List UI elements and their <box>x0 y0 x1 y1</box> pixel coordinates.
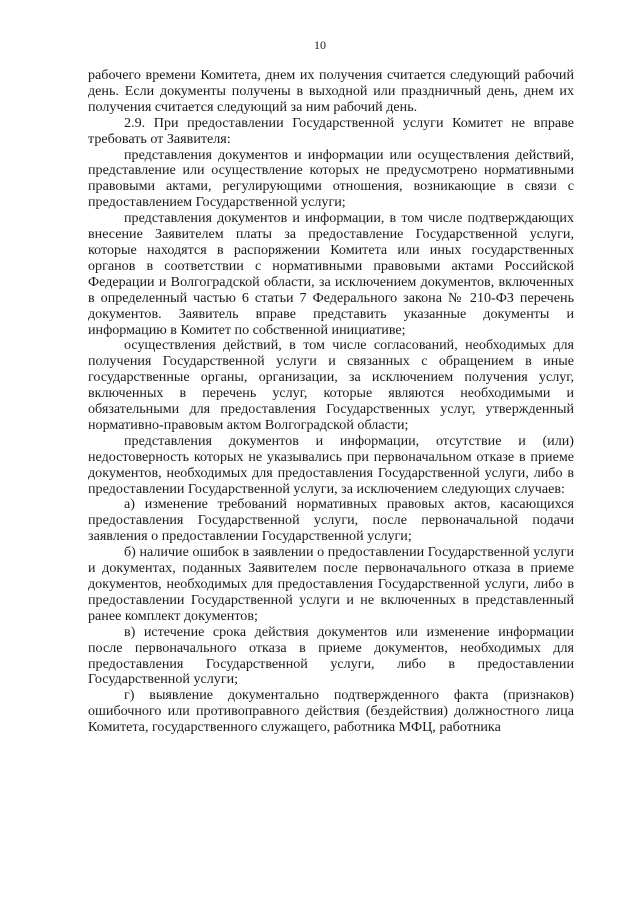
document-body <box>88 68 574 736</box>
paragraph-continuation: рабочего времени Комитета, днем их получения считается следующий рабочий день. Если документы получены в выходной или праздничный день, днем их получения считается следующий за ним рабочий день. <box>88 67 574 115</box>
paragraph-item-4: представления документов и информации, отсутствие и (или) недостоверность которых не указывались при первоначальном отказе в приеме документов, необходимых для предоставления Государственной услуги, либо в предоставлении Государственной услуги, за исключением следующих случаев: <box>88 432 574 497</box>
subitem-b: б) наличие ошибок в заявлении о предоставлении Государственной услуги и документах, поданных Заявителем после первоначального отказа в приеме документов, необходимых для предоставления Государственной услуги, либо в предоставлении Государственной услуги и не включенных в представленный ранее комплект документов; <box>88 544 574 624</box>
subitem-v: в) истечение срока действия документов или изменение информации после первоначального отказа в приеме документов, необходимых для предоставления Государственной услуги, либо в предоставлении Государственной услуги; <box>88 623 574 688</box>
subitem-g: г) выявление документально подтвержденного факта (признаков) ошибочного или противоправного действия (бездействия) должностного лица Комитета, государственного служащего, работника МФЦ, работника <box>88 687 574 736</box>
page-number: 10 <box>314 38 326 52</box>
paragraph-item-3: осуществления действий, в том числе согласований, необходимых для получения Государственной услуги и связанных с обращением в иные государственные органы, организации, за исключением получения услуг, включенных в перечень услуг, которые являются необходимыми и обязательными для предоставления Государственных услуг, утвержденный нормативно-правовым актом Волгоградской области; <box>88 337 574 433</box>
paragraph-item-1: представления документов и информации или осуществления действий, представление или осуществление которых не предусмотрено нормативными правовыми актами, регулирующими отношения, возникающие в связи с предоставлением Государственной услуги; <box>88 146 574 211</box>
paragraph-item-2: представления документов и информации, в том числе подтверждающих внесение Заявителем платы за предоставление Государственной услуги, которые находятся в распоряжении Комитета или иных государственных органов в соответствии с нормативными правовыми актами Российской Федерации и Волгоградской области, за исключением документов, включенных в определенный частью 6 статьи 7 Федерального закона № 210-ФЗ перечень документов. Заявитель вправе представить указанные документы и информацию в Комитет по собственной инициативе; <box>88 210 574 338</box>
paragraph-2-9: 2.9. При предоставлении Государственной услуги Комитет не вправе требовать от Заявителя: <box>88 114 574 147</box>
subitem-a: а) изменение требований нормативных правовых актов, касающихся предоставления Государственной услуги, после первоначальной подачи заявления о предоставлении Государственной услуги; <box>88 496 574 545</box>
